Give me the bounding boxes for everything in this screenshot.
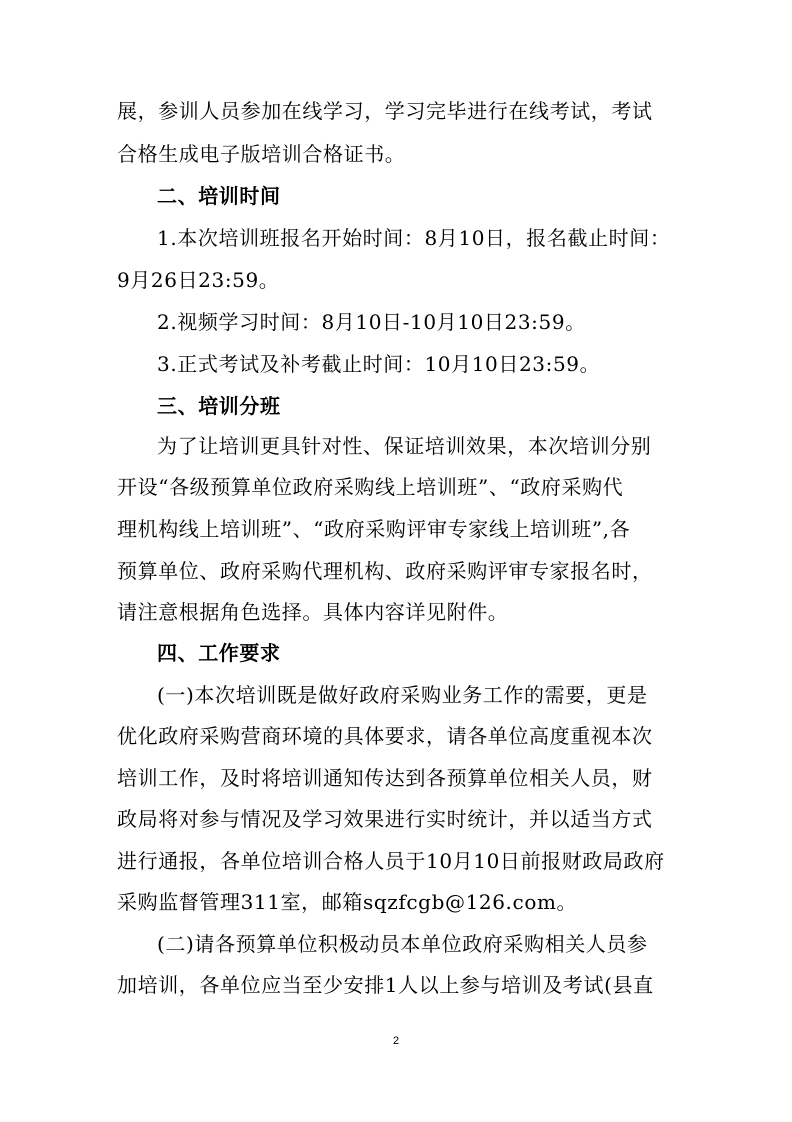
page-number: 2 <box>392 1035 400 1047</box>
training-classes-line-5: 请注意根据角色选择。具体内容详见附件。 <box>117 600 509 624</box>
training-time-item-1-line-2: 9月26日23:59。 <box>117 268 280 292</box>
work-requirements-item-1-line-3: 培训工作，及时将培训通知传达到各预算单位相关人员，财 <box>117 766 653 790</box>
section-heading-work-requirements: 四、工作要求 <box>157 641 281 665</box>
intro-line-1: 展，参训人员参加在线学习，学习完毕进行在线考试，考试 <box>117 99 653 123</box>
work-requirements-item-1-line-5: 进行通报，各单位培训合格人员于10月10日前报财政局政府 <box>117 849 665 873</box>
work-requirements-item-2-line-2: 加培训，各单位应当至少安排1人以上参与培训及考试(县直 <box>117 973 654 997</box>
training-time-item-2: 2.视频学习时间：8月10日-10月10日23:59。 <box>157 310 586 334</box>
training-time-item-3: 3.正式考试及补考截止时间：10月10日23:59。 <box>157 352 601 376</box>
training-classes-line-2: 开设“各级预算单位政府采购线上培训班”、“政府采购代 <box>117 475 624 499</box>
training-classes-line-3: 理机构线上培训班”、“政府采购评审专家线上培训班”,各 <box>117 517 631 541</box>
work-requirements-item-1-line-1: (一)本次培训既是做好政府采购业务工作的需要，更是 <box>157 683 648 707</box>
work-requirements-item-2-line-1: (二)请各预算单位积极动员本单位政府采购相关人员参 <box>157 932 648 956</box>
section-heading-training-classes: 三、培训分班 <box>157 394 281 418</box>
work-requirements-item-1-line-2: 优化政府采购营商环境的具体要求，请各单位高度重视本次 <box>117 724 653 748</box>
training-classes-line-1: 为了让培训更具针对性、保证培训效果，本次培训分别 <box>157 434 652 458</box>
work-requirements-item-1-line-4: 政局将对参与情况及学习效果进行实时统计，并以适当方式 <box>117 807 653 831</box>
training-time-item-1-line-1: 1.本次培训班报名开始时间：8月10日，报名截止时间： <box>157 226 671 250</box>
section-heading-training-time: 二、培训时间 <box>157 184 281 208</box>
training-classes-line-4: 预算单位、政府采购代理机构、政府采购评审专家报名时， <box>117 559 653 583</box>
intro-line-2: 合格生成电子版培训合格证书。 <box>117 142 406 166</box>
work-requirements-item-1-line-6: 采购监督管理311室，邮箱sqzfcgb@126.com。 <box>117 890 578 914</box>
